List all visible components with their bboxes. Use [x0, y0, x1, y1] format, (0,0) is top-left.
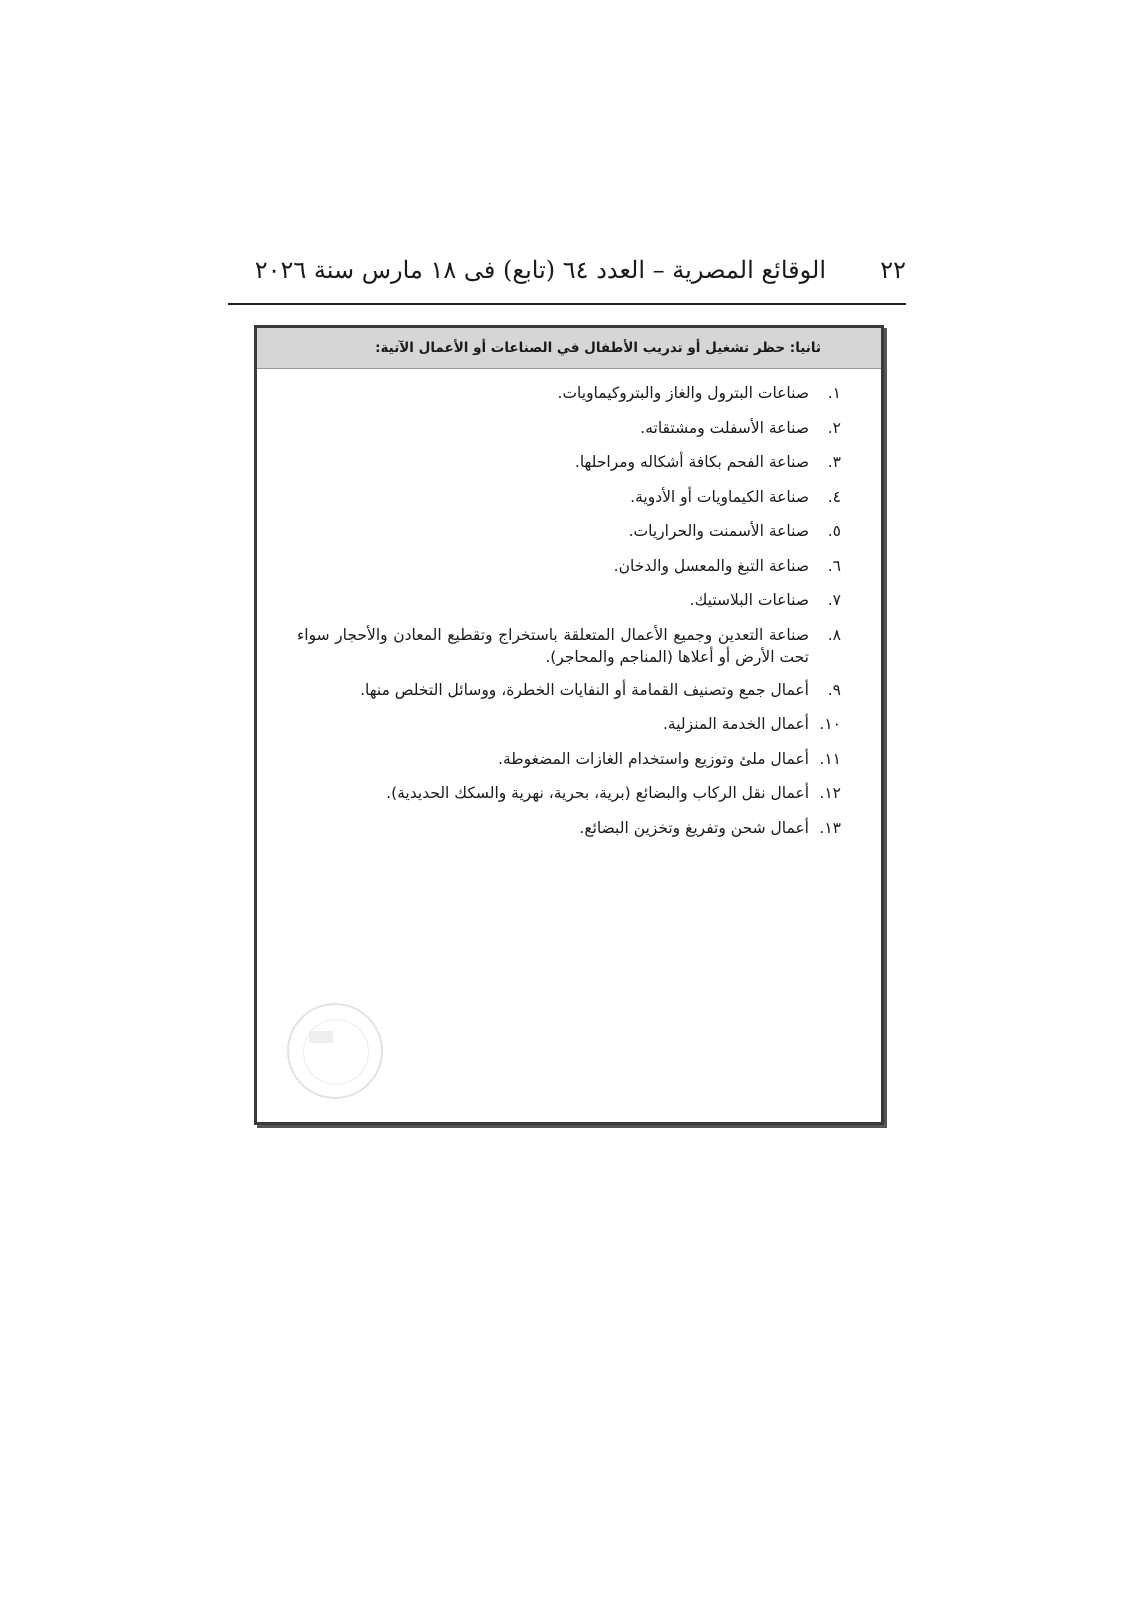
item-text: أعمال نقل الركاب والبضائع (برية، بحرية، نهرية والسكك الحديدية).	[386, 784, 809, 802]
item-text: صناعات البلاستيك.	[689, 591, 809, 609]
list-item	[297, 411, 841, 446]
page-number: ٢٢	[880, 256, 906, 284]
item-text: أعمال الخدمة المنزلية.	[663, 715, 809, 733]
item-number: ٦.	[827, 556, 841, 575]
list-item	[297, 811, 841, 846]
section-heading: ثانيا: حظر تشغيل أو تدريب الأطفال في الصناعات أو الأعمال الآتية:	[257, 328, 881, 369]
item-number: ٥.	[827, 522, 841, 540]
list-item	[297, 549, 841, 584]
header-rule	[228, 303, 906, 305]
section-box	[254, 325, 884, 1125]
item-number: ٨.	[827, 625, 841, 644]
item-number: ١٢.	[819, 784, 841, 802]
item-text: أعمال ملئ وتوزيع واستخدام الغازات المضغوطة.	[498, 749, 809, 768]
list-item	[297, 776, 841, 811]
list-item	[297, 742, 841, 777]
list-item	[297, 707, 841, 742]
list-item	[297, 445, 841, 480]
item-number: ٤.	[827, 487, 841, 506]
gazette-title: الوقائع المصرية – العدد ٦٤ (تابع) فى ١٨ مارس سنة ٢٠٢٦	[254, 256, 826, 284]
running-header	[228, 252, 906, 292]
item-number: ٧.	[827, 591, 841, 609]
item-text: صناعة الأسفلت ومشتقاته.	[640, 418, 809, 437]
item-text: صناعة الأسمنت والحراريات.	[628, 522, 809, 540]
item-number: ١.	[827, 384, 841, 402]
item-number: ٢.	[827, 418, 841, 437]
item-text: أعمال شحن وتفريغ وتخزين البضائع.	[579, 818, 809, 837]
item-text: صناعات البترول والغاز والبتروكيماويات.	[557, 384, 809, 402]
item-number: ١٠.	[819, 715, 841, 733]
item-number: ١٣.	[819, 818, 841, 837]
faint-seal-stamp	[287, 1003, 383, 1099]
item-text: أعمال جمع وتصنيف القمامة أو النفايات الخطرة، ووسائل التخلص منها.	[360, 680, 809, 699]
item-text: صناعة الفحم بكافة أشكاله ومراحلها.	[574, 453, 809, 471]
list-item	[297, 583, 841, 618]
item-number: ٣.	[827, 453, 841, 471]
item-number: ١١.	[819, 749, 841, 768]
seal-emblem	[309, 1031, 333, 1043]
item-text: صناعة التعدين وجميع الأعمال المتعلقة باستخراج وتقطيع المعادن والأحجار سواء تحت الأرض أو أعلاها (المناجم والمحاجر).	[297, 625, 809, 666]
list-item	[297, 618, 841, 673]
item-number: ٩.	[827, 680, 841, 699]
item-text: صناعة الكيماويات أو الأدوية.	[630, 487, 809, 506]
industry-list	[257, 368, 881, 845]
list-item	[297, 480, 841, 515]
seal-inner-ring	[303, 1019, 369, 1085]
item-text: صناعة التبغ والمعسل والدخان.	[613, 556, 809, 575]
list-item	[297, 376, 841, 411]
list-item	[297, 673, 841, 708]
list-item	[297, 514, 841, 549]
